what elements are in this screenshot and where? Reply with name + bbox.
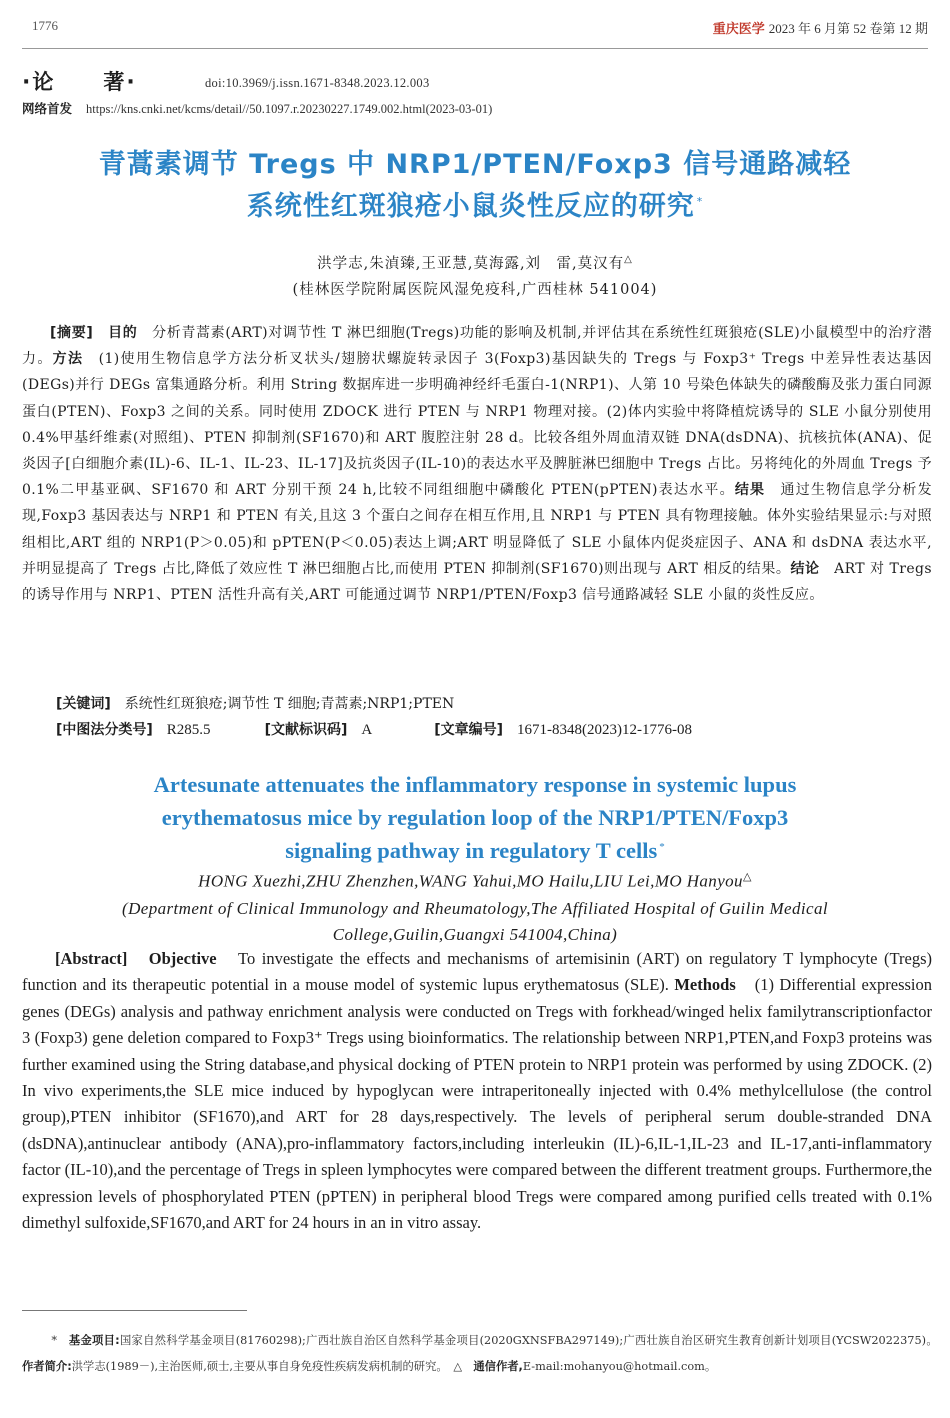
title-cn-line2 bbox=[0, 184, 950, 223]
author-bio-text: 洪学志(1989－),主治医师,硕士,主要从事自身免疫性疾病发病机制的研究。 bbox=[71, 1360, 443, 1373]
title-en-line3-text: signaling pathway in regulatory T cells bbox=[285, 838, 658, 863]
journal-issue: 2023 年 6 月第 52 卷第 12 期 bbox=[768, 21, 928, 36]
doi: doi:10.3969/j.issn.1671-8348.2023.12.003 bbox=[205, 76, 430, 90]
abstract-en bbox=[22, 946, 932, 1236]
abstract-cn-objective: 分析青蒿素(ART)对调节性 T 淋巴细胞(Tregs)功能的影响及机制,并评估其在系统性红斑狼疮(SLE)小鼠模型中的治疗潜力。 bbox=[22, 325, 932, 368]
authors-cn-mark: △ bbox=[624, 254, 633, 266]
abstract-en-methods-label: Methods bbox=[674, 975, 736, 995]
abstract-cn-results-label: 结果 bbox=[734, 482, 766, 499]
title-cn-line1: 青蒿素调节 Tregs 中 NRP1/PTEN/Foxp3 信号通路减轻 bbox=[98, 149, 852, 180]
keywords-cn-label: [关键词] bbox=[56, 696, 111, 712]
title-cn-mark: * bbox=[696, 195, 704, 208]
footnote bbox=[22, 1328, 932, 1380]
doc-code-value: A bbox=[361, 722, 373, 738]
abstract-cn-methods-label: 方法 bbox=[52, 351, 84, 368]
keywords-cn-value: 系统性红斑狼疮;调节性 T 细胞;青蒿素;NRP1;PTEN bbox=[124, 696, 455, 712]
online-first-url[interactable]: https://kns.cnki.net/kcms/detail//50.1097.r.20230227.1749.002.html(2023-03-01) bbox=[86, 102, 493, 116]
fund-label: 基金项目: bbox=[68, 1334, 120, 1347]
article-number-label: [文章编号] bbox=[434, 722, 503, 738]
title-en-line1: Artesunate attenuates the inflammatory response in systemic lupus bbox=[153, 772, 797, 797]
column-label-b: 著 bbox=[103, 70, 127, 94]
abstract-cn-results: 通过生物信息学分析发现,Foxp3 基因表达与 NRP1 和 PTEN 有关,且这 3 个蛋白之间存在相互作用,且 NRP1 与 PTEN 具有物理接触。体外实验结果显示:与对照组相比,ART 组的 NRP1(P＞0.05)和 pPTEN(P＜0.05)表达上调;ART 明显降低了 SLE 小鼠体内促炎症因子、ANA 和 dsDNA 表达水平,并明显提高了 Tregs 占比,降低了效应性 T 淋巴细胞占比,而使用 PTEN 抑制剂(SF1670)则出现与 ART 相反的结果。 bbox=[22, 482, 932, 577]
abstract-cn-label: [摘要] bbox=[50, 325, 94, 341]
corresponding-email[interactable]: E-mail:mohanyou@hotmail.com。 bbox=[522, 1360, 717, 1373]
doc-code-label: [文献标识码] bbox=[264, 722, 348, 738]
column-label-a: 论 bbox=[32, 70, 56, 94]
title-en-mark: * bbox=[659, 840, 665, 853]
authors-en-names: HONG Xuezhi,ZHU Zhenzhen,WANG Yahui,MO Hailu,LIU Lei,MO Hanyou bbox=[198, 871, 743, 891]
journal-info bbox=[713, 18, 928, 37]
title-cn-line2-text: 系统性红斑狼疮小鼠炎性反应的研究 bbox=[246, 191, 695, 222]
journal-name: 重庆医学 bbox=[712, 21, 765, 36]
footnote-rule bbox=[22, 1310, 247, 1311]
affiliation-cn: (桂林医学院附属医院风湿免疫科,广西桂林 541004) bbox=[292, 282, 658, 298]
abstract-cn-conclusion: ART 对 Tregs 的诱导作用与 NRP1、PTEN 活性升高有关,ART 可能通过调节 NRP1/PTEN/Foxp3 信号通路减轻 SLE 小鼠的炎性反应。 bbox=[22, 560, 932, 604]
article-number-value: 1671-8348(2023)12-1776-08 bbox=[517, 722, 692, 738]
corresponding-mark: △ bbox=[453, 1360, 463, 1373]
footnote-mark: * bbox=[51, 1334, 58, 1347]
abstract-cn-objective-label: 目的 bbox=[108, 325, 138, 341]
abstract-en-objective: To investigate the effects and mechanisms of artemisinin (ART) on regulatory T lymphocyte (Tregs) function and its therapeutic potential in a mouse model of systemic lupus erythematosus (SLE). bbox=[22, 949, 933, 995]
affiliation-en: (Department of Clinical Immunology and Rheumatology,The Affiliated Hospital of Guilin Medical College,Guilin,Guangxi 541004,China) bbox=[122, 899, 828, 944]
abstract-en-methods: (1) Differential expression genes (DEGs) analysis and pathway enrichment analysis were conducted on Tregs with forkhead/winged helix familytranscriptionfactor 3 (Foxp3) gene deletion compared to Foxp3⁺ Tregs using bioinformatics. The relationship between NRP1,PTEN,and Foxp3 proteins was further examined using the String database,and physical docking of PTEN protein to NRP1 protein was performed by using ZDOCK. (2) In vivo experiments,the SLE mice induced by hypoglycan were intraperitoneally injected with 0.4% methylcellulose (the control group),PTEN inhibitor (SF1670),and ART for 28 days,respectively. The levels of peripheral serum double-stranded DNA (dsDNA),antinuclear antibody (ANA),pro-inflammatory factors,including interleukin (IL)-6,IL-1,IL-23 and IL-17,anti-inflammatory factor (IL-10),and the percentage of Tregs in spleen lymphocytes were compared between the different treatment groups. Furthermore,the expression levels of phosphorylated PTEN (pPTEN) in peripheral blood Tregs were compared among purified cells treated with 0.1% dimethyl sulfoxide,SF1670,and ART for 24 hours in an in vitro assay. bbox=[22, 975, 933, 1233]
fund-text: 国家自然科学基金项目(81760298);广西壮族自治区自然科学基金项目(2020GXNSFBA297149);广西壮族自治区研究生教育创新计划项目(YCSW2022375)。 bbox=[119, 1334, 932, 1347]
abstract-cn bbox=[22, 320, 932, 608]
abstract-en-label: [Abstract] bbox=[55, 949, 128, 968]
authors-en bbox=[0, 870, 950, 892]
online-first-label: 网络首发 bbox=[22, 101, 73, 116]
title-en-line3 bbox=[0, 838, 950, 864]
column-heading: ·论 著· bbox=[22, 70, 137, 95]
authors-cn-names: 洪学志,朱湞臻,王亚慧,莫海露,刘 雷,莫汉有 bbox=[317, 256, 625, 272]
page-number: 1776 bbox=[32, 18, 58, 33]
title-en-line2: erythematosus mice by regulation loop of the NRP1/PTEN/Foxp3 bbox=[161, 805, 789, 830]
clc-label: [中图法分类号] bbox=[56, 722, 153, 738]
running-head bbox=[22, 14, 928, 38]
header-rule bbox=[22, 48, 928, 49]
abstract-en-objective-label: Objective bbox=[148, 949, 217, 968]
abstract-cn-conclusion-label: 结论 bbox=[790, 560, 820, 577]
online-first bbox=[22, 99, 492, 117]
clc-value: R285.5 bbox=[166, 722, 211, 738]
keywords-cn bbox=[56, 693, 454, 713]
abstract-cn-methods: (1)使用生物信息学方法分析叉状头/翅膀状螺旋转录因子 3(Foxp3)基因缺失的 Tregs 与 Foxp3⁺ Tregs 中差异性表达基因(DEGs)并行 DEGs 富集通路分析。利用 String 数据库进一步明确神经纤毛蛋白-1(NRP1)、人第 10 号染色体缺失的磷酸酶及张力蛋白同源蛋白(PTEN)、Foxp3 之间的关系。同时使用 ZDOCK 进行 PTEN 与 NRP1 物理对接。(2)体内实验中将降植烷诱导的 SLE 小鼠分别使用 0.4%甲基纤维素(对照组)、PTEN 抑制剂(SF1670)和 ART 腹腔注射 28 d。比较各组外周血清双链 DNA(dsDNA)、抗核抗体(ANA)、促炎因子[白细胞介素(IL)-6、IL-1、IL-23、IL-17]及抗炎因子(IL-10)的表达水平及脾脏淋巴细胞中 Tregs 占比。另将纯化的外周血 Tregs 予 0.1%二甲基亚砜、SF1670 和 ART 分别干预 24 h,比较不同组细胞中磷酸化 PTEN(pPTEN)表达水平。 bbox=[22, 351, 932, 499]
author-bio-label: 作者简介: bbox=[22, 1360, 72, 1373]
corresponding-label: 通信作者, bbox=[473, 1360, 523, 1373]
authors-cn bbox=[0, 252, 950, 273]
authors-en-mark: △ bbox=[742, 871, 752, 883]
classification bbox=[56, 719, 692, 739]
